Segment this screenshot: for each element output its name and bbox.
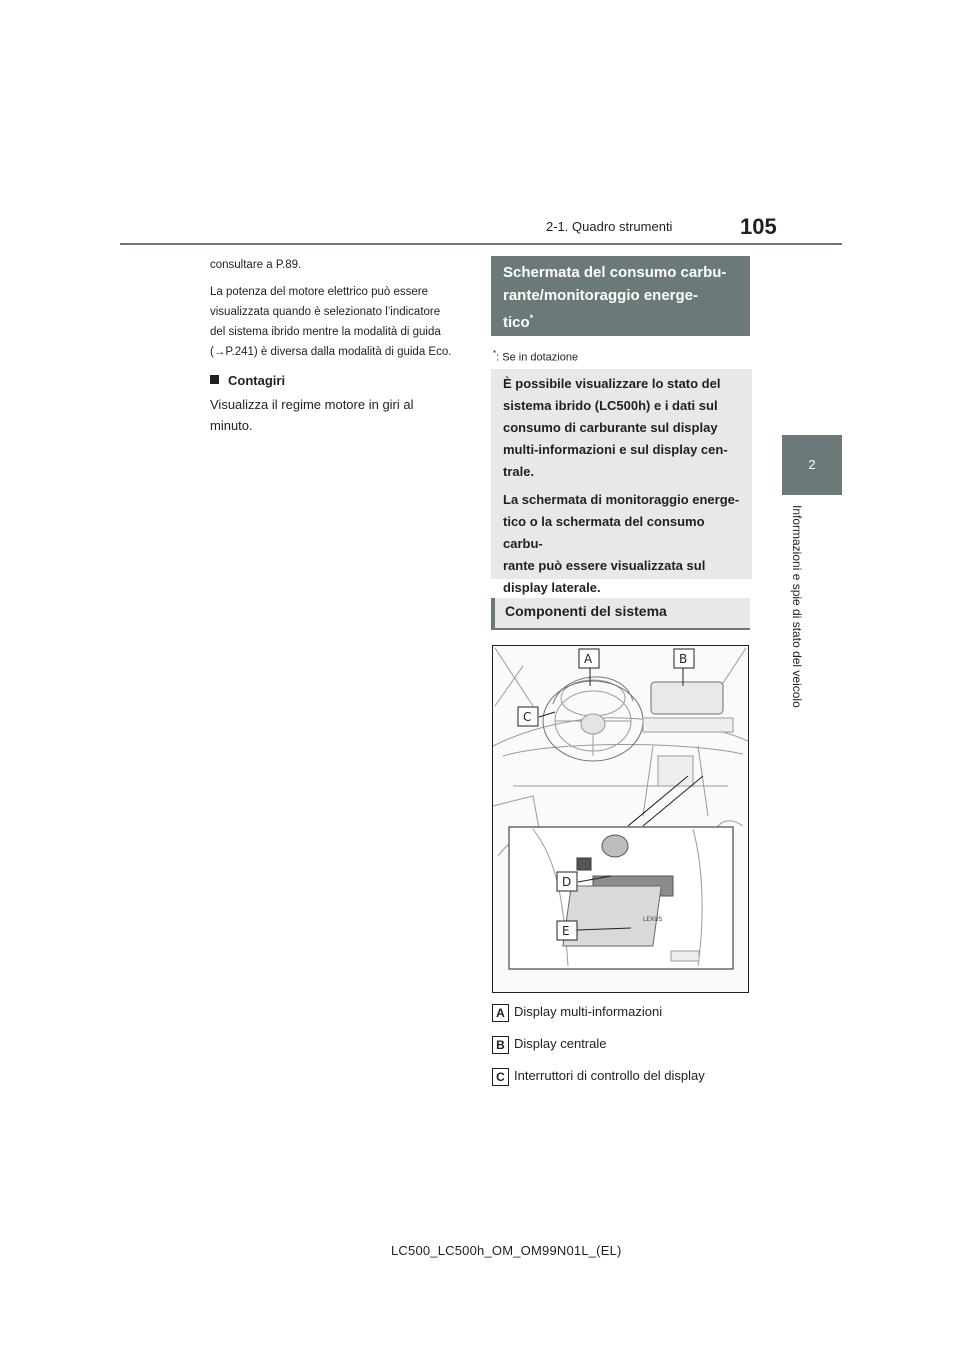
body-line: minuto. xyxy=(210,418,253,433)
motor-power-paragraph xyxy=(210,282,468,362)
callout-A: A xyxy=(584,652,593,666)
paragraph-line: del sistema ibrido mentre la modalità di guida xyxy=(210,326,441,338)
info-line: rante può essere visualizzata sul xyxy=(503,558,706,573)
cockpit-illustration xyxy=(492,645,749,993)
info-box xyxy=(491,369,752,595)
info-line: tico o la schermata del consumo carbu- xyxy=(503,514,705,551)
continuation-line: consultare a P.89. xyxy=(210,259,302,271)
info-paragraph-1 xyxy=(503,373,740,483)
info-paragraph-2 xyxy=(503,489,740,599)
left-column xyxy=(210,255,468,436)
subheading-contagiri xyxy=(210,370,468,392)
section-heading-box xyxy=(491,256,750,336)
info-line: sistema ibrido (LC500h) e i dati sul xyxy=(503,398,718,413)
callout-E: E xyxy=(562,924,570,938)
legend-key: B xyxy=(492,1036,509,1054)
square-bullet-icon xyxy=(210,375,219,384)
paragraph-line: La potenza del motore elettrico può essere xyxy=(210,286,428,298)
callout-D: D xyxy=(562,875,572,889)
footnote xyxy=(493,349,578,364)
body-line: Visualizza il regime motore in giri al xyxy=(210,397,414,412)
chapter-tab xyxy=(782,435,842,495)
cockpit-drawing xyxy=(493,646,748,992)
footer-document-code: LC500_LC500h_OM_OM99N01L_(EL) xyxy=(391,1243,622,1258)
footnote-mark: * xyxy=(493,349,497,358)
legend-text: Display centrale xyxy=(514,1036,607,1051)
header-rule xyxy=(120,243,842,245)
legend-text: Interruttori di controllo del display xyxy=(514,1068,705,1083)
heading-line: rante/monitoraggio energe- xyxy=(503,286,699,304)
callout-C: C xyxy=(523,710,532,724)
heading-line: tico xyxy=(503,314,530,331)
info-line: È possibile visualizzare lo stato del xyxy=(503,376,721,391)
chapter-number: 2 xyxy=(808,457,816,472)
subheading-label: Contagiri xyxy=(228,373,286,388)
paragraph-line: (→P.241) è diversa dalla modalità di guida Eco. xyxy=(210,346,452,358)
callout-B: B xyxy=(679,652,688,666)
info-line: display laterale. xyxy=(503,580,601,595)
legend-key: C xyxy=(492,1068,509,1086)
heading-line: Schermata del consumo carbu- xyxy=(503,264,727,281)
asterisk-mark: * xyxy=(529,313,534,323)
page-number: 105 xyxy=(740,214,777,239)
legend-text: Display multi-informazioni xyxy=(514,1004,663,1019)
info-line: multi-informazioni e sul display cen- xyxy=(503,442,728,457)
info-line: trale. xyxy=(503,464,535,479)
legend-key: A xyxy=(492,1004,509,1022)
heading-line-last xyxy=(503,307,740,335)
footnote-text: : Se in dotazione xyxy=(496,351,579,364)
info-line: consumo di carburante sul display xyxy=(503,420,718,435)
chapter-side-title: Informazioni e spie di stato del veicolo xyxy=(790,505,804,708)
components-heading: Componenti del sistema xyxy=(491,598,750,630)
console-brand-text: LEXUS xyxy=(643,916,663,923)
section-title: 2-1. Quadro strumenti xyxy=(546,219,673,234)
info-line: La schermata di monitoraggio energe- xyxy=(503,492,740,507)
paragraph-line: visualizzata quando è selezionato l’indicatore xyxy=(210,306,441,318)
